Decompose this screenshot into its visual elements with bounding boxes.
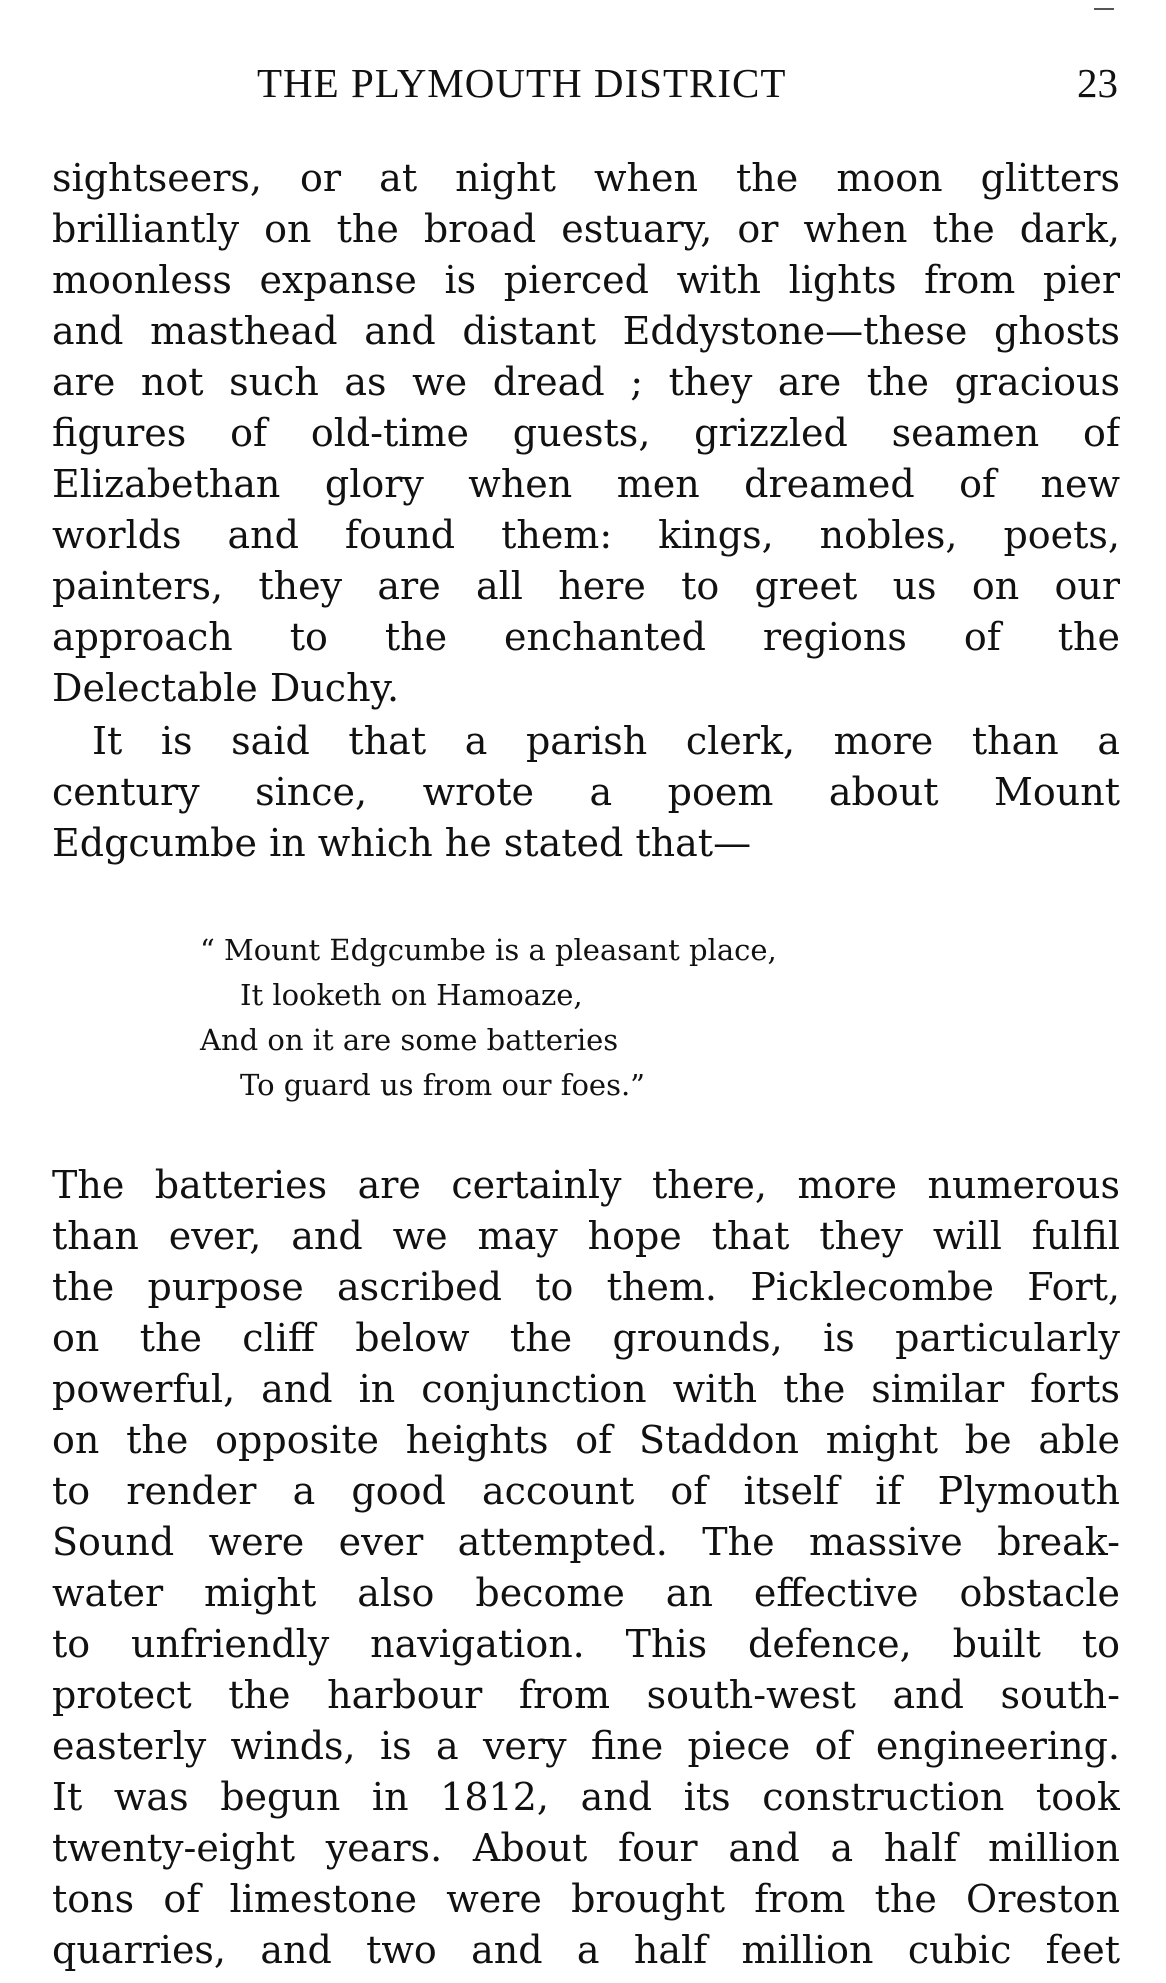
verse-line: It looketh on Hamoaze,: [240, 978, 583, 1012]
text-line: to render a good account of itself if Plymouth: [52, 1469, 1120, 1513]
text-line: powerful, and in conjunction with the similar forts: [52, 1367, 1120, 1411]
text-line: on the cliff below the grounds, is particularly: [52, 1316, 1120, 1360]
running-title: THE PLYMOUTH DISTRICT: [257, 60, 787, 106]
text-line: century since, wrote a poem about Mount: [52, 770, 1120, 814]
text-line: Sound were ever attempted. The massive break-: [52, 1520, 1120, 1564]
text-line: tons of limestone were brought from the Oreston: [52, 1877, 1120, 1921]
text-line: It was begun in 1812, and its construction took: [52, 1775, 1120, 1819]
text-line: brilliantly on the broad estuary, or when the dark,: [52, 207, 1120, 251]
text-line: the purpose ascribed to them. Picklecombe Fort,: [52, 1265, 1120, 1309]
text-line: sightseers, or at night when the moon glitters: [52, 156, 1120, 200]
verse-quotation: [200, 928, 960, 1108]
text-line: on the opposite heights of Staddon might be able: [52, 1418, 1120, 1462]
text-line: worlds and found them: kings, nobles, poets,: [52, 513, 1120, 557]
text-line: The batteries are certainly there, more numerous: [52, 1163, 1120, 1207]
text-line: than ever, and we may hope that they will fulfil: [52, 1214, 1120, 1258]
text-line: to unfriendly navigation. This defence, built to: [52, 1622, 1120, 1666]
page-number: 23: [1077, 60, 1118, 106]
text-line: protect the harbour from south-west and south-: [52, 1673, 1120, 1717]
text-line: Elizabethan glory when men dreamed of new: [52, 462, 1120, 506]
paragraph-batteries: [52, 1160, 1120, 1976]
text-line: easterly winds, is a very fine piece of engineering.: [52, 1724, 1120, 1768]
scan-mark: [1094, 8, 1114, 10]
verse-line: “ Mount Edgcumbe is a pleasant place,: [200, 933, 777, 967]
text-line: twenty-eight years. About four and a half million: [52, 1826, 1120, 1870]
text-line: moonless expanse is pierced with lights from pier: [52, 258, 1120, 302]
text-line: water might also become an effective obstacle: [52, 1571, 1120, 1615]
text-line: It is said that a parish clerk, more than a: [92, 719, 1120, 763]
text-line: are not such as we dread ; they are the gracious: [52, 360, 1120, 404]
verse-line: And on it are some batteries: [200, 1023, 619, 1057]
page-header: [52, 58, 1120, 108]
verse-line: To guard us from our foes.”: [240, 1068, 645, 1102]
text-line: painters, they are all here to greet us on our: [52, 564, 1120, 608]
text-line: Delectable Duchy.: [52, 666, 400, 710]
text-line: and masthead and distant Eddystone—these ghosts: [52, 309, 1120, 353]
paragraph-parish-clerk: [52, 716, 1120, 869]
text-line: Edgcumbe in which he stated that—: [52, 821, 752, 865]
text-line: approach to the enchanted regions of the: [52, 615, 1120, 659]
text-line: quarries, and two and a half million cubic feet: [52, 1928, 1120, 1972]
paragraph-continued: [52, 153, 1120, 714]
text-line: figures of old-time guests, grizzled seamen of: [52, 411, 1120, 455]
